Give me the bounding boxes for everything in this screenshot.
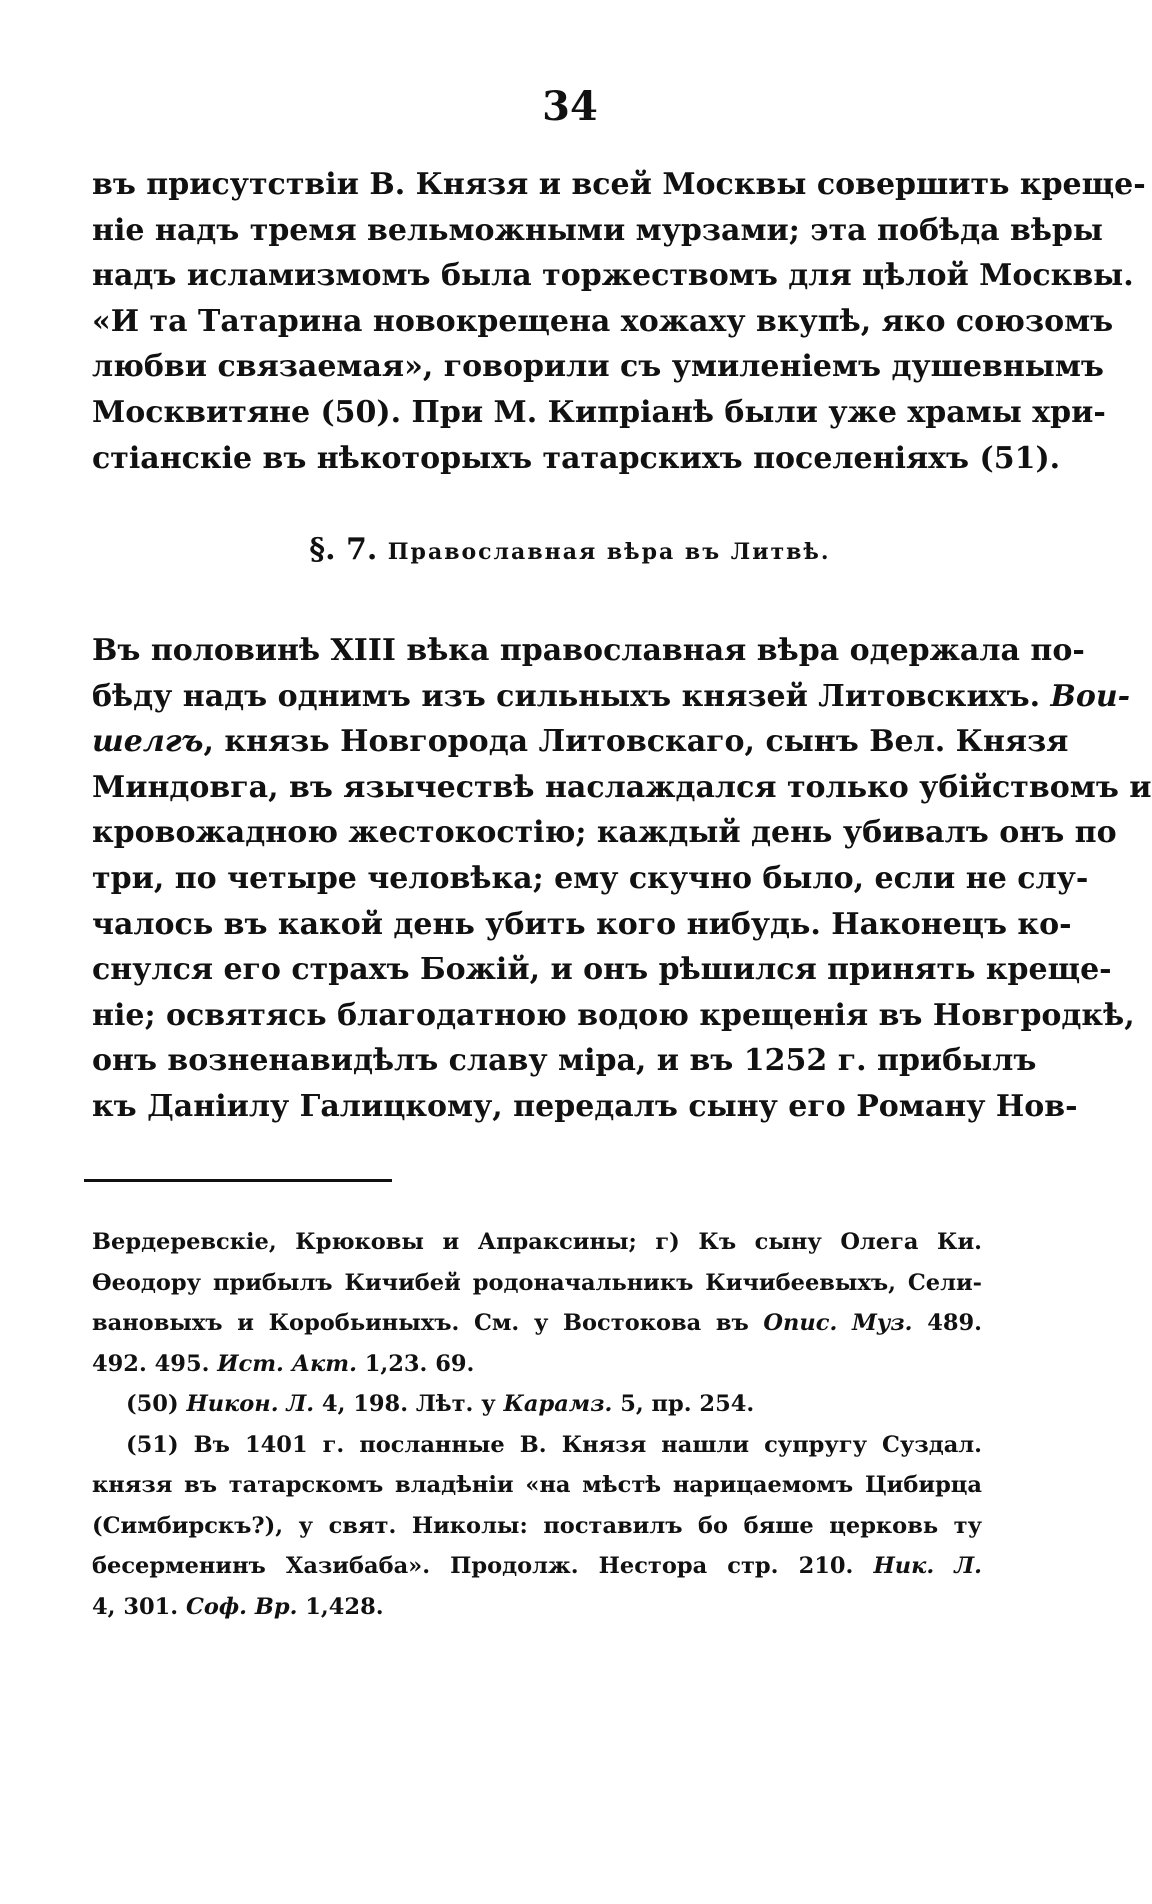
text-segment: 489.: [912, 1310, 982, 1336]
text-line: [92, 947, 1112, 993]
footnote-50-line: [92, 1384, 982, 1425]
text-line: любви связаемая», говорили съ умиленіемъ душевнымъ: [92, 349, 1104, 385]
text-segment: (51) Въ 1401 г. посланные В. Князя нашли супругу Суздал.: [126, 1431, 982, 1458]
text-segment: снулся его страхъ Божій, и онъ рѣшился принять креще-: [92, 952, 1112, 988]
text-line: «И та Татарина новокрещена хожаху вкупѣ, яко союзомъ: [92, 303, 1114, 339]
footnote-51-line: [92, 1546, 982, 1587]
text-line: [92, 628, 1085, 674]
text-line: [92, 1084, 1078, 1130]
section-title: Православная вѣра въ Литвѣ.: [387, 539, 831, 565]
italic-reference: Ист. Акт.: [217, 1350, 357, 1377]
text-line: [92, 1038, 1037, 1084]
text-segment: къ Даніилу Галицкому, передалъ сыну его Роману Нов-: [92, 1088, 1078, 1124]
text-line: надъ исламизмомъ была торжествомъ для цѣлой Москвы.: [92, 258, 1134, 294]
footnote-line: [92, 1303, 982, 1344]
text-segment: (50): [126, 1391, 187, 1417]
text-segment: 5, пр. 254.: [612, 1391, 755, 1417]
section-heading: [0, 530, 1140, 572]
text-line: [92, 810, 1117, 856]
text-segment: бесерменинъ Хазибаба». Продолж. Нестора стр. 210.: [92, 1553, 874, 1579]
text-segment: 492. 495.: [92, 1350, 218, 1377]
footnote-51-line: [92, 1587, 982, 1628]
text-line: [92, 993, 1135, 1039]
italic-reference: Ник. Л.: [873, 1553, 982, 1579]
footnote-51-line: [92, 1506, 982, 1547]
text-segment: вановыхъ и Коробьиныхъ. См. у Востокова въ: [92, 1310, 764, 1336]
text-line: [92, 719, 1069, 765]
text-segment: 1,23. 69.: [356, 1350, 475, 1377]
text-segment: бѣду надъ однимъ изъ сильныхъ князей Литовскихъ.: [92, 678, 1051, 714]
footnote-divider: [84, 1179, 392, 1182]
footnote-51-line: [92, 1465, 982, 1506]
italic-reference: Соф. Вр.: [185, 1593, 298, 1620]
paragraph-conversion-of-murzas: [92, 162, 1146, 481]
footnote-line: [92, 1222, 982, 1263]
text-segment: Вердеревскіе, Крюковы и Апраксины; г) Къ сыну Олега Ки.: [92, 1229, 982, 1255]
text-segment: онъ возненавидѣлъ славу міра, и въ 1252 г. прибылъ: [92, 1043, 1037, 1079]
italic-reference: Опис. Муз.: [763, 1310, 913, 1336]
text-segment: 4, 301.: [92, 1593, 186, 1620]
text-segment: Миндовга, въ язычествѣ наслаждался только убійствомъ и: [92, 769, 1152, 805]
text-segment: Въ половинѣ XIII вѣка православная вѣра одержала по-: [92, 633, 1085, 668]
text-segment: Ѳеодору прибылъ Кичибей родоначальникъ Кичибеевыхъ, Сели-: [92, 1269, 982, 1296]
text-segment: , князь Новгорода Литовскаго, сынъ Вел. Князя: [203, 724, 1069, 760]
footnote-line: [92, 1344, 982, 1385]
text-segment: кровожадною жестокостію; каждый день убивалъ онъ по: [92, 815, 1117, 851]
text-segment: (Симбирскъ?), у свят. Николы: поставилъ бо бяше церковь ту: [92, 1512, 982, 1539]
text-segment: три, по четыре человѣка; ему скучно было, если не слу-: [92, 860, 1089, 896]
text-line: въ присутствіи В. Князя и всей Москвы совершить креще-: [92, 167, 1146, 202]
text-segment: 4, 198. Лѣт. у: [314, 1391, 504, 1417]
text-line: ніе надъ тремя вельможными мурзами; эта побѣда вѣры: [92, 212, 1103, 248]
text-segment: 1,428.: [297, 1593, 384, 1620]
italic-reference: Карамз.: [503, 1391, 613, 1417]
text-line: стіанскіе въ нѣкоторыхъ татарскихъ поселеніяхъ (51).: [92, 440, 1061, 476]
footnotes: [92, 1222, 982, 1627]
paragraph-orthodoxy-in-lithuania: [92, 628, 1152, 1130]
text-line: Москвитяне (50). При М. Кипріанѣ были уже храмы хри-: [92, 394, 1106, 430]
text-line: [92, 902, 1072, 948]
page-number: 34: [542, 83, 598, 130]
text-line: [92, 674, 1131, 720]
italic-reference: Никон. Л.: [186, 1391, 315, 1417]
text-line: [92, 856, 1089, 902]
italic-reference: Вои-: [1050, 678, 1131, 714]
footnote-51-line: [92, 1425, 982, 1466]
italic-reference: шелгъ: [92, 724, 204, 760]
text-segment: ніе; освятясь благодатною водою крещенія въ Новгродкѣ,: [92, 997, 1135, 1033]
text-line: [92, 765, 1152, 811]
section-mark: §. 7.: [309, 532, 378, 567]
text-segment: чалось въ какой день убить кого нибудь. Наконецъ ко-: [92, 906, 1072, 942]
text-segment: князя въ татарскомъ владѣніи «на мѣстѣ нарицаемомъ Цибирца: [92, 1472, 982, 1498]
footnote-line: [92, 1263, 982, 1304]
